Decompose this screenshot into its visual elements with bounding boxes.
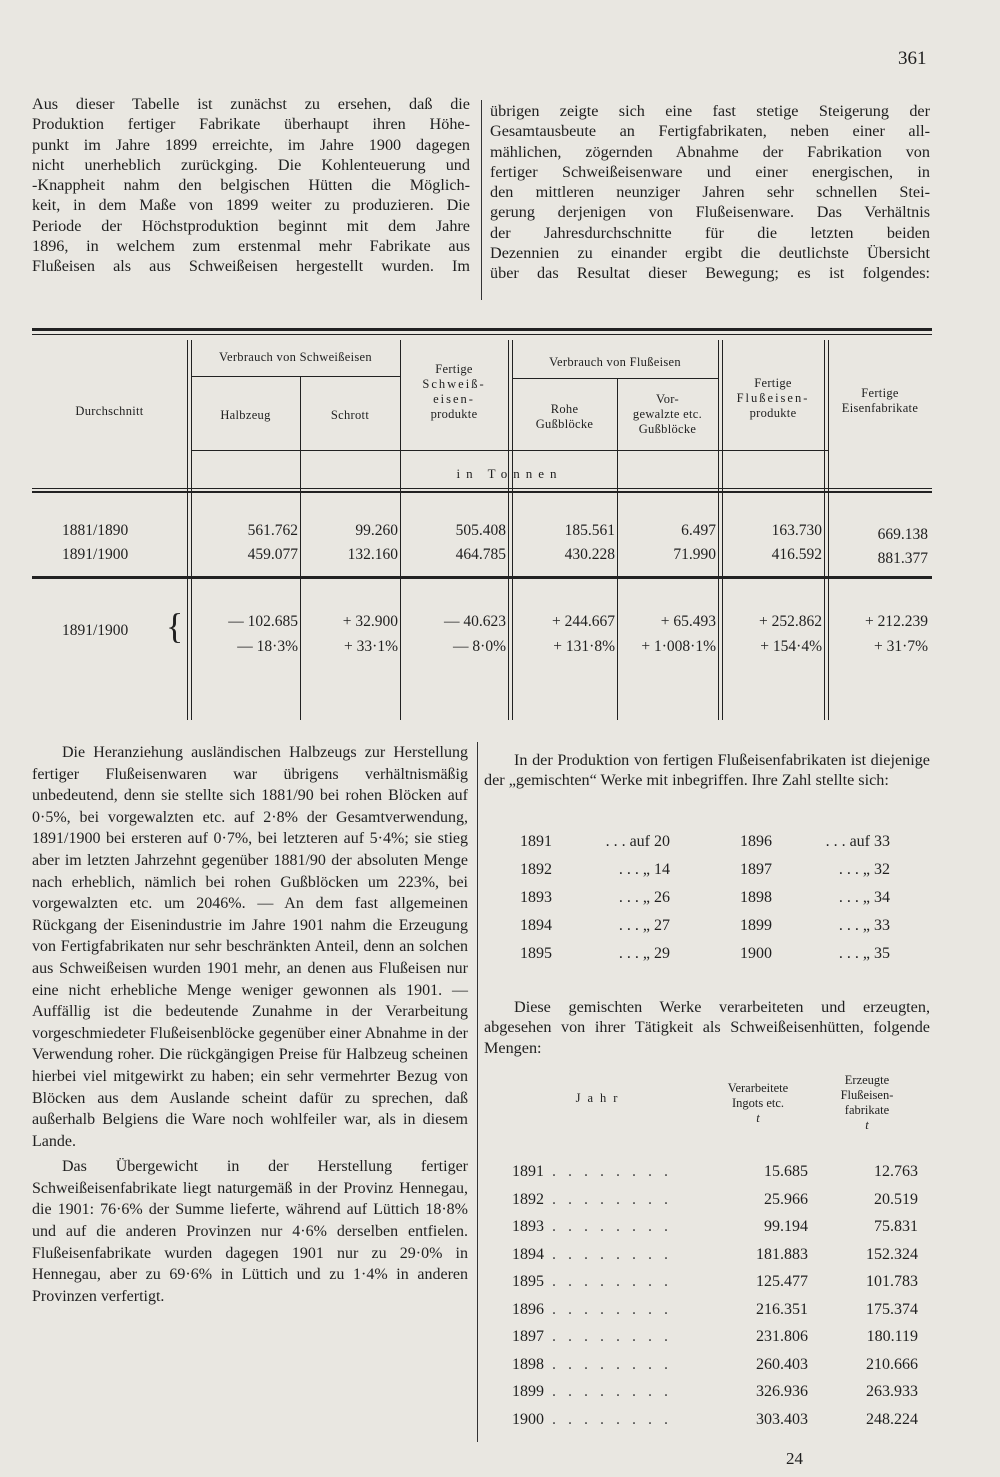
count-year: 1899 bbox=[740, 917, 772, 934]
ingots-row-ingots: 15.685 bbox=[764, 1163, 808, 1180]
ingots-intro: Diese gemischten Werke verarbeiteten und erzeugten, abgesehen von ihrer Tätigkeit als Schweißeisenhütten, folgende Mengen: bbox=[484, 998, 930, 1057]
ingots-row-fabrikate: 152.324 bbox=[866, 1245, 918, 1263]
top-left-line: nicht unerheblich zurückging. Die Kohlenteuerung und bbox=[32, 155, 470, 174]
header-fertige-eisen: Fertige Eisenfabrikate bbox=[841, 386, 919, 415]
fluss-group-rule bbox=[512, 378, 718, 379]
ingots-row-fabrikate: 263.933 bbox=[866, 1383, 918, 1400]
count-year: 1894 bbox=[520, 917, 552, 934]
count-year: 1895 bbox=[520, 945, 552, 962]
count-year: 1900 bbox=[740, 945, 772, 962]
bottom-left-column bbox=[32, 742, 468, 1307]
count-value: . . . „ 34 bbox=[838, 889, 890, 906]
count-value: . . . „ 14 bbox=[618, 861, 670, 878]
ingots-row-year: 1900 bbox=[512, 1410, 544, 1428]
table-cell: 185.561 bbox=[564, 522, 615, 539]
table-cell: 669.138 bbox=[877, 526, 928, 543]
count-year: 1897 bbox=[740, 861, 772, 878]
top-right-line: übrigen zeigte sich eine fast stetige Steigerung der bbox=[490, 102, 930, 120]
ingots-row-leader: . . . . . . . . bbox=[552, 1245, 672, 1263]
header-schrott: Schrott bbox=[330, 408, 370, 422]
count-year: 1892 bbox=[520, 861, 552, 878]
top-right-line: den mittleren neunziger Jahren sehr schnellen Stei- bbox=[490, 183, 930, 202]
table-cell: 430.228 bbox=[564, 546, 615, 563]
ingots-row-ingots: 326.936 bbox=[756, 1383, 808, 1400]
col-line-2 bbox=[300, 376, 301, 720]
ingots-row-leader: . . . . . . . . bbox=[552, 1355, 672, 1373]
top-left-line: Produktion fertiger Fabrikate überhaupt ihren Höhe- bbox=[32, 115, 470, 134]
count-value: . . . „ 26 bbox=[618, 889, 670, 906]
ingots-row-fabrikate: 20.519 bbox=[874, 1190, 918, 1208]
body-paragraph: Das Übergewicht in der Herstellung fertiger Schweißeisenfabrikate liegt naturgemäß in der Provinz Hennegau, die 1901: 76·6% der Summe lieferte, während auf Lüttich 18·8% und auf die anderen Provinzen nur 4·6% derselben entfielen. Flußeisenfabrikate wurden dagegen 1901 nur zu 29·0% in Hennegau, aber zu 69·6% in Lüttich und zu 1·4% in anderen Provinzen verfertigt. bbox=[32, 1158, 468, 1305]
ingots-row-ingots: 181.883 bbox=[756, 1245, 808, 1263]
diff-pct-cell: + 131·8% bbox=[553, 638, 615, 655]
header-jahr: Jahr bbox=[575, 1091, 625, 1105]
top-left-line: punkt im Jahre 1899 erreichte, im Jahre 1900 dagegen bbox=[32, 135, 470, 154]
ingots-row-ingots: 125.477 bbox=[756, 1273, 808, 1290]
diff-top-rule bbox=[32, 576, 932, 579]
diff-abs-cell: + 32.900 bbox=[342, 613, 398, 630]
header-fertige-schweiss: Fertige Schweiß- eisen- produkte bbox=[422, 362, 486, 421]
consumption-table bbox=[32, 328, 932, 720]
count-value: . . . „ 27 bbox=[618, 917, 670, 934]
top-left-line: 1896, in welchem zum erstenmal mehr Fabrikate aus bbox=[32, 237, 470, 256]
top-right-line: Gesamtausbeute an Fertigfabrikaten, neben einer all- bbox=[490, 122, 930, 141]
ingots-row-ingots: 216.351 bbox=[756, 1300, 808, 1318]
header-ingots: Verarbeitete Ingots etc. t bbox=[727, 1081, 789, 1125]
top-right-line: Dezennien zu einander ergibt die deutlichste Übersicht bbox=[490, 244, 930, 263]
top-left-line: keit, in dem Maße von 1899 weiter zu produzieren. Die bbox=[32, 196, 470, 215]
col-line-1 bbox=[187, 340, 188, 720]
ingots-row-leader: . . . . . . . . bbox=[552, 1410, 672, 1428]
header-rohe: Rohe Gußblöcke bbox=[535, 402, 594, 431]
top-right-line: gerung derjenigen von Flußeisenware. Das Verhältnis bbox=[490, 203, 930, 222]
table-cell: 163.730 bbox=[771, 522, 822, 539]
ingots-row-fabrikate: 75.831 bbox=[874, 1218, 918, 1235]
count-value: . . . „ 29 bbox=[618, 945, 670, 962]
diff-pct-cell: + 154·4% bbox=[760, 638, 822, 655]
diff-brace: { bbox=[166, 606, 184, 646]
header-fabrikate: Erzeugte Flußeisen- fabrikate t bbox=[840, 1073, 894, 1132]
table-cell: 881.377 bbox=[877, 550, 928, 567]
ingots-row-ingots: 303.403 bbox=[756, 1410, 808, 1428]
count-value: . . . „ 33 bbox=[838, 917, 890, 934]
ingots-row-leader: . . . . . . . . bbox=[552, 1218, 672, 1235]
ingots-row-leader: . . . . . . . . bbox=[552, 1190, 672, 1208]
table-cell: 561.762 bbox=[247, 522, 298, 539]
diff-pct-cell: — 8·0% bbox=[453, 638, 506, 655]
diff-abs-cell: + 252.862 bbox=[759, 613, 822, 630]
ingots-row-fabrikate: 248.224 bbox=[866, 1410, 918, 1428]
header-fertige-fluss: Fertige Flußeisen- produkte bbox=[736, 376, 810, 420]
header-bottom-rule-thick bbox=[32, 491, 932, 493]
ingots-row-year: 1895 bbox=[512, 1273, 544, 1290]
top-right-line: mählichen, zögernden Abnahme der Fabrikation von bbox=[490, 142, 930, 161]
top-left-line: -Knappheit nahm den belgischen Hütten die Möglich- bbox=[32, 176, 470, 195]
diff-abs-cell: + 65.493 bbox=[660, 613, 716, 630]
table-cell: 6.497 bbox=[681, 522, 716, 539]
ingots-row-leader: . . . . . . . . bbox=[552, 1383, 672, 1400]
header-bottom-rule bbox=[32, 488, 932, 489]
ingots-row-fabrikate: 12.763 bbox=[874, 1163, 918, 1180]
count-value: . . . „ 32 bbox=[838, 861, 890, 878]
bottom-column-divider bbox=[477, 742, 478, 1442]
ingots-row-year: 1894 bbox=[512, 1245, 544, 1263]
top-left-line: Periode der Höchstproduktion beginnt mit dem Jahre bbox=[32, 216, 470, 235]
ingots-row-year: 1898 bbox=[512, 1355, 544, 1373]
header-fluss-group: Verbrauch von Flußeisen bbox=[549, 355, 681, 369]
count-value: . . . auf 33 bbox=[825, 833, 890, 850]
ingots-row-leader: . . . . . . . . bbox=[552, 1163, 672, 1180]
diff-row-label: 1891/1900 bbox=[62, 622, 129, 639]
count-year: 1898 bbox=[740, 889, 772, 906]
header-schweiss-group: Verbrauch von Schweißeisen bbox=[219, 350, 372, 364]
ingots-row-fabrikate: 175.374 bbox=[866, 1300, 918, 1318]
diff-abs-cell: + 244.667 bbox=[552, 613, 615, 630]
ingots-row-year: 1897 bbox=[512, 1328, 544, 1345]
count-year: 1893 bbox=[520, 889, 552, 906]
table-top-rule-thin bbox=[32, 334, 932, 335]
ingots-row-leader: . . . . . . . . bbox=[552, 1273, 672, 1290]
count-year: 1896 bbox=[740, 833, 772, 850]
table-cell: 99.260 bbox=[355, 522, 398, 539]
diff-abs-cell: + 212.239 bbox=[865, 613, 928, 630]
ingots-row-year: 1892 bbox=[512, 1190, 544, 1208]
diff-pct-cell: + 31·7% bbox=[874, 638, 928, 655]
unit-rule bbox=[191, 450, 828, 451]
diff-abs-cell: — 102.685 bbox=[228, 613, 298, 630]
col-line-1b bbox=[191, 340, 192, 720]
ingots-row-leader: . . . . . . . . bbox=[552, 1300, 672, 1318]
page-number: 361 bbox=[898, 48, 927, 69]
table-cell: 505.408 bbox=[455, 522, 506, 539]
top-right-line: fertiger Schweißeisenware und einer energischen, in bbox=[490, 162, 930, 181]
header-halbzeug: Halbzeug bbox=[220, 408, 271, 422]
ingots-row-fabrikate: 210.666 bbox=[866, 1355, 918, 1373]
row-label: 1891/1900 bbox=[62, 546, 129, 563]
count-value: . . . „ 35 bbox=[838, 945, 890, 962]
diff-pct-cell: — 18·3% bbox=[237, 638, 298, 655]
row-label: 1881/1890 bbox=[62, 522, 129, 539]
ingots-row-ingots: 99.194 bbox=[764, 1218, 808, 1235]
ingots-row-ingots: 231.806 bbox=[756, 1328, 808, 1345]
top-right-column bbox=[490, 101, 930, 284]
top-left-line: Flußeisen als aus Schweißeisen hergestellt wurden. Im bbox=[32, 257, 470, 276]
count-year: 1891 bbox=[520, 833, 552, 850]
top-right-line: über das Resultat dieser Bewegung; es ist folgendes: bbox=[490, 264, 930, 283]
table-cell: 71.990 bbox=[673, 546, 716, 563]
diff-pct-cell: + 1·008·1% bbox=[641, 638, 716, 655]
ingots-row-year: 1891 bbox=[512, 1163, 544, 1180]
col-line-4 bbox=[508, 340, 509, 720]
ingots-row-fabrikate: 180.119 bbox=[866, 1328, 918, 1345]
col-line-7 bbox=[824, 340, 825, 720]
body-paragraph: Die Heranziehung ausländischen Halbzeugs zur Herstellung fertiger Flußeisenwaren war übrigens verhältnismäßig unbedeutend, denn sie stellte sich 1881/90 bei rohen Blöcken auf 0·5%, bei vorgewalzten etc. auf 2·8% der Gesamtverwendung, 1891/1900 bei ersteren auf 0·7%, bei letzteren auf 5·4%; sie stieg aber im letzten Jahrzehnt gegenüber 1881/90 der absoluten Menge nach erheblich, nämlich bei rohen Gußblöcken um 223%, bei vorgewalzten etc. um 2046%. — An dem fast allgemeinen Rückgang der Eisenindustrie im Jahre 1901 nahm die Erzeugung von Fertigfabrikaten nur sehr beschränkten Anteil, denn an solchen aus Schweißeisen wurden 1901 mehr, an denen aus Flußeisen nur eine nicht erhebliche Menge weniger gewonnen als 1901. — Auffällig ist die bedeutende Zunahme in der Verarbeitung vorgeschmiedeter Flußeisenblöcke gegenüber einer Abnahme in der Verwendung roher. Die rückgängigen Preise für Halbzeug scheinen hierbei viel mitgewirkt zu haben; ein sehr vermehrter Bezug von Blöcken aus dem Auslande scheint dafür zu sprechen, daß außerhalb Belgiens die Ware noch wohlfeiler war, als in diesem Lande. bbox=[32, 744, 468, 1150]
table-cell: 459.077 bbox=[247, 546, 298, 563]
table-cell: 464.785 bbox=[455, 546, 506, 563]
mixed-works-count-list bbox=[520, 833, 930, 973]
header-durchschnitt: Durchschnitt bbox=[75, 404, 144, 418]
ingots-row-leader: . . . . . . . . bbox=[552, 1328, 672, 1345]
ingots-row-year: 1893 bbox=[512, 1218, 544, 1235]
top-left-line: Aus dieser Tabelle ist zunächst zu ersehen, daß die bbox=[32, 95, 470, 113]
ingots-row-ingots: 25.966 bbox=[764, 1190, 808, 1208]
table-cell: 416.592 bbox=[771, 546, 822, 563]
header-unit: in Tonnen bbox=[456, 466, 563, 481]
ingots-row-ingots: 260.403 bbox=[756, 1355, 808, 1373]
top-left-column bbox=[32, 94, 470, 277]
footer-number: 24 bbox=[786, 1449, 803, 1468]
top-right-line: der Jahresdurchschnitte für die letzten beiden bbox=[490, 223, 930, 242]
count-value: . . . auf 20 bbox=[605, 833, 670, 850]
bottom-right-column bbox=[484, 750, 930, 791]
header-vorgewalzte: Vor- gewalzte etc. Gußblöcke bbox=[632, 392, 703, 436]
diff-pct-cell: + 33·1% bbox=[344, 638, 398, 655]
ingots-row-year: 1896 bbox=[512, 1300, 544, 1318]
table-top-rule bbox=[32, 328, 932, 331]
col-line-6 bbox=[718, 340, 719, 720]
table-cell: 132.160 bbox=[347, 546, 398, 563]
schweiss-group-rule bbox=[191, 376, 400, 377]
col-line-4b bbox=[512, 340, 513, 720]
diff-abs-cell: — 40.623 bbox=[444, 613, 506, 630]
mixed-works-intro: In der Produktion von fertigen Flußeisenfabrikaten ist diejenige der „gemischten“ Werke mit inbegriffen. Ihre Zahl stellte sich: bbox=[484, 751, 930, 790]
ingots-row-fabrikate: 101.783 bbox=[866, 1273, 918, 1290]
ingots-row-year: 1899 bbox=[512, 1383, 544, 1400]
top-column-divider bbox=[481, 100, 482, 300]
